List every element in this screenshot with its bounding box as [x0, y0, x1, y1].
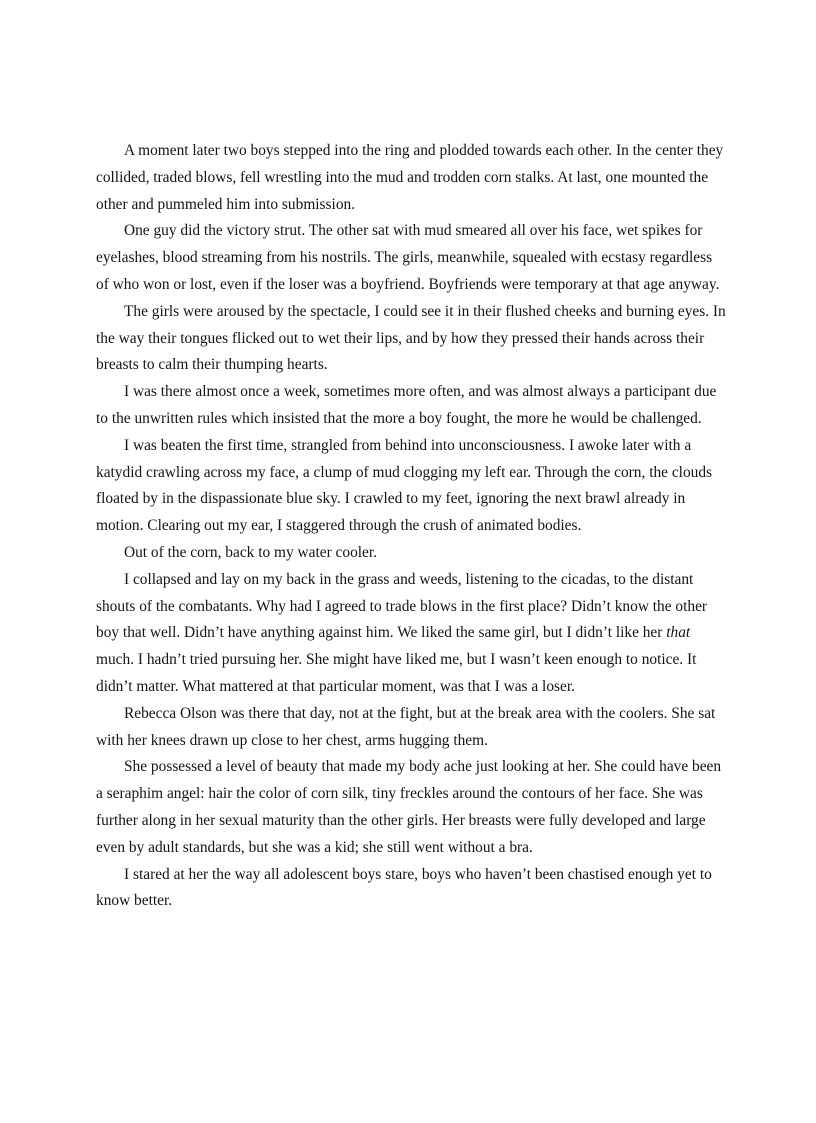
paragraph: I was there almost once a week, sometimes more often, and was almost always a participant due to the unwritten rules which insisted that the more a boy fought, the more he would be challenged.: [96, 383, 717, 427]
paragraph: A moment later two boys stepped into the ring and plodded towards each other. In the center they collided, traded blows, fell wrestling into the mud and trodden corn stalks. At last, one mounted the other and pummeled him into submission.: [96, 142, 724, 213]
paragraph-text: much. I hadn’t tried pursuing her. She might have liked me, but I wasn’t keen enough to notice. It didn’t matter. What mattered at that particular moment, was that I was a loser.: [96, 651, 697, 695]
paragraph: She possessed a level of beauty that made my body ache just looking at her. She could have been a seraphim angel: hair the color of corn silk, tiny freckles around the contours of her face. She was further along in her sexual maturity than the other girls. Her breasts were fully developed and large even by adult standards, but she was a kid; she still went without a bra.: [96, 758, 722, 856]
paragraph: Out of the corn, back to my water cooler.: [124, 543, 378, 561]
paragraph: Rebecca Olson was there that day, not at the fight, but at the break area with the coolers. She sat with her knees drawn up close to her chest, arms hugging them.: [96, 704, 716, 749]
paragraph: I was beaten the first time, strangled from behind into unconsciousness. I awoke later with a katydid crawling across my face, a clump of mud clogging my left ear. Through the corn, the clouds floated by in the dispassionate blue sky. I crawled to my feet, ignoring the next brawl already in motion. Clearing out my ear, I staggered through the crush of animated bodies.: [96, 436, 713, 535]
paragraph: One guy did the victory strut. The other sat with mud smeared all over his face, wet spikes for eyelashes, blood streaming from his nostrils. The girls, meanwhile, squealed with ecstasy regardless of who won or lost, even if the loser was a boyfriend. Boyfriends were temporary at that age anyway.: [96, 222, 720, 293]
paragraph-text: I collapsed and lay on my back in the grass and weeds, listening to the cicadas, to the distant shouts of the combatants. Why had I agreed to trade blows in the first place? Didn’t know the other boy that well. Didn’t have anything against him. We liked the same girl, but I didn’t like her: [96, 570, 708, 642]
paragraph: [96, 567, 726, 701]
emphasized-word: that: [666, 624, 691, 642]
paragraph: The girls were aroused by the spectacle, I could see it in their flushed cheeks and burning eyes. In the way their tongues flicked out to wet their lips, and by how they pressed their hands across their breasts to calm their thumping hearts.: [96, 302, 726, 374]
document-page: [96, 138, 726, 915]
paragraph: I stared at her the way all adolescent boys stare, boys who haven’t been chastised enough yet to know better.: [96, 865, 712, 910]
